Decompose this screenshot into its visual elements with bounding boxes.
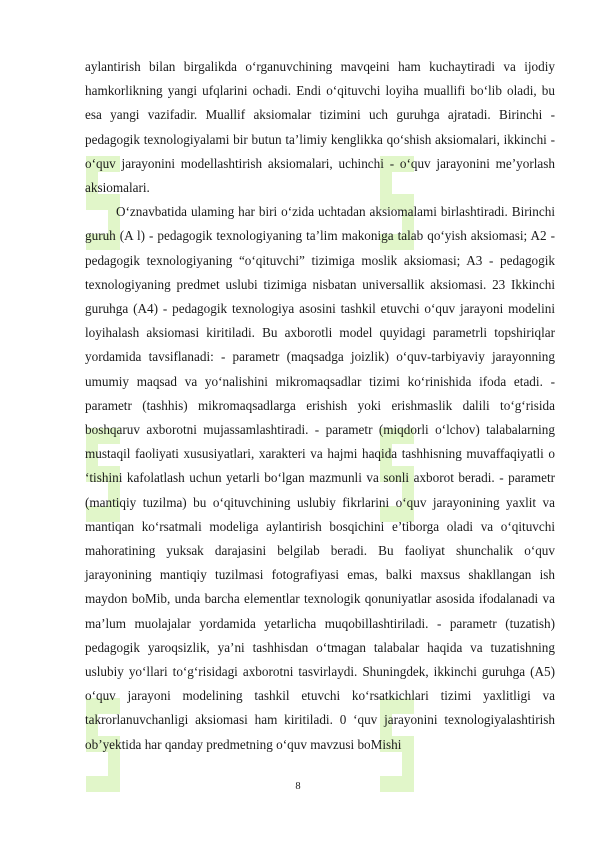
page-number: 8 <box>295 781 301 792</box>
paragraph-1: aylantirish bilan birgalikda o‘rganuvchining mavqeini ham kuchaytiradi va ijodiy hamkorlikning yangi ufqlarini ochadi. Endi o‘qituvchi loyiha muallifi bo‘lib oladi, bu esa yangi vazifadir. Muallif aksiomalar tizimini uch guruhga ajratadi. Birinchi - pedagogik texnologiyalami bir butun ta’limiy kenglikka qo‘shish aksiomalari, ikkinchi - o‘quv jarayonini modellashtirish aksiomalari, uchinchi - o‘quv jarayonini me’yorlash aksiomalari. <box>85 59 555 196</box>
body-text <box>85 55 555 757</box>
paragraph-2: O‘znavbatida ulaming har biri o‘zida uchtadan aksiomalami birlashtiradi. Birinchi guruh (A l) - pedagogik texnologiyaning ta’lim makoniga talab qo‘yish aksiomasi; A2 - pedagogik texnologiyaning “o‘qituvchi” tizimiga moslik aksiomasi; A3 - pedagogik texnologiyaning predmet uslubi tizimiga nisbatan universallik aksiomasi. 23 Ikkinchi guruhga (A4) - pedagogik texnologiya asosini tashkil etuvchi o‘quv jarayoni modelini loyihalash aksiomasi kiritiladi. Bu axborotli model quyidagi parametrli topshiriqlar yordamida tavsiflanadi: - parametr (maqsadga joizlik) o‘quv-tarbiyaviy jarayonning umumiy maqsad va yo‘nalishini mikromaqsadlar tizimi ko‘rinishida ifoda etadi. - parametr (tashhis) mikromaqsadlarga erishish yoki erishmaslik dalili to‘g‘risida boshqaruv axborotni mujassamlashtiradi. - parametr (miqdorli o‘lchov) talabalarning mustaqil faoliyati xususiyatlari, xarakteri va hajmi haqida tashhisning muvaffaqiyatli o ‘tishini kafolatlash uchun yetarli bo‘lgan mazmunli va sonli axborot beradi. - parametr (mantiqiy tuzilma) bu o‘qituvchining uslubiy fikrlarini o‘quv jarayonining yaxlit va mantiqan ko‘rsatmali modeliga aylantirish bosqichini e’tiborga oladi va o‘qituvchi mahoratining yuksak darajasini belgilab beradi. Bu faoliyat shunchalik o‘quv jarayonining mantiqiy tuzilmasi fotografiyasi emas, balki maxsus shakllangan ish maydon boMib, unda barcha elementlar texnologik qonuniyatlar asosida ifodalanadi va ma’lum muolajalar yordamida yetarlicha muqobillashtiriladi. - parametr (tuzatish) pedagogik yaroqsizlik, ya’ni tashhisdan o‘tmagan talabalar haqida va tuzatishning uslubiy yo‘llari to‘g‘risidagi axborotni tasvirlaydi. Shuningdek, ikkinchi guruhga (A5) o‘quv jarayoni modelining tashkil etuvchi ko‘rsatkichlari tizimi yaxlitligi va takrorlanuvchanligi aksiomasi ham kiritiladi. 0 ‘quv jarayonini texnologiyalashtirish ob’yektida har qanday predmetning o‘quv mavzusi boMishi <box>85 204 555 752</box>
